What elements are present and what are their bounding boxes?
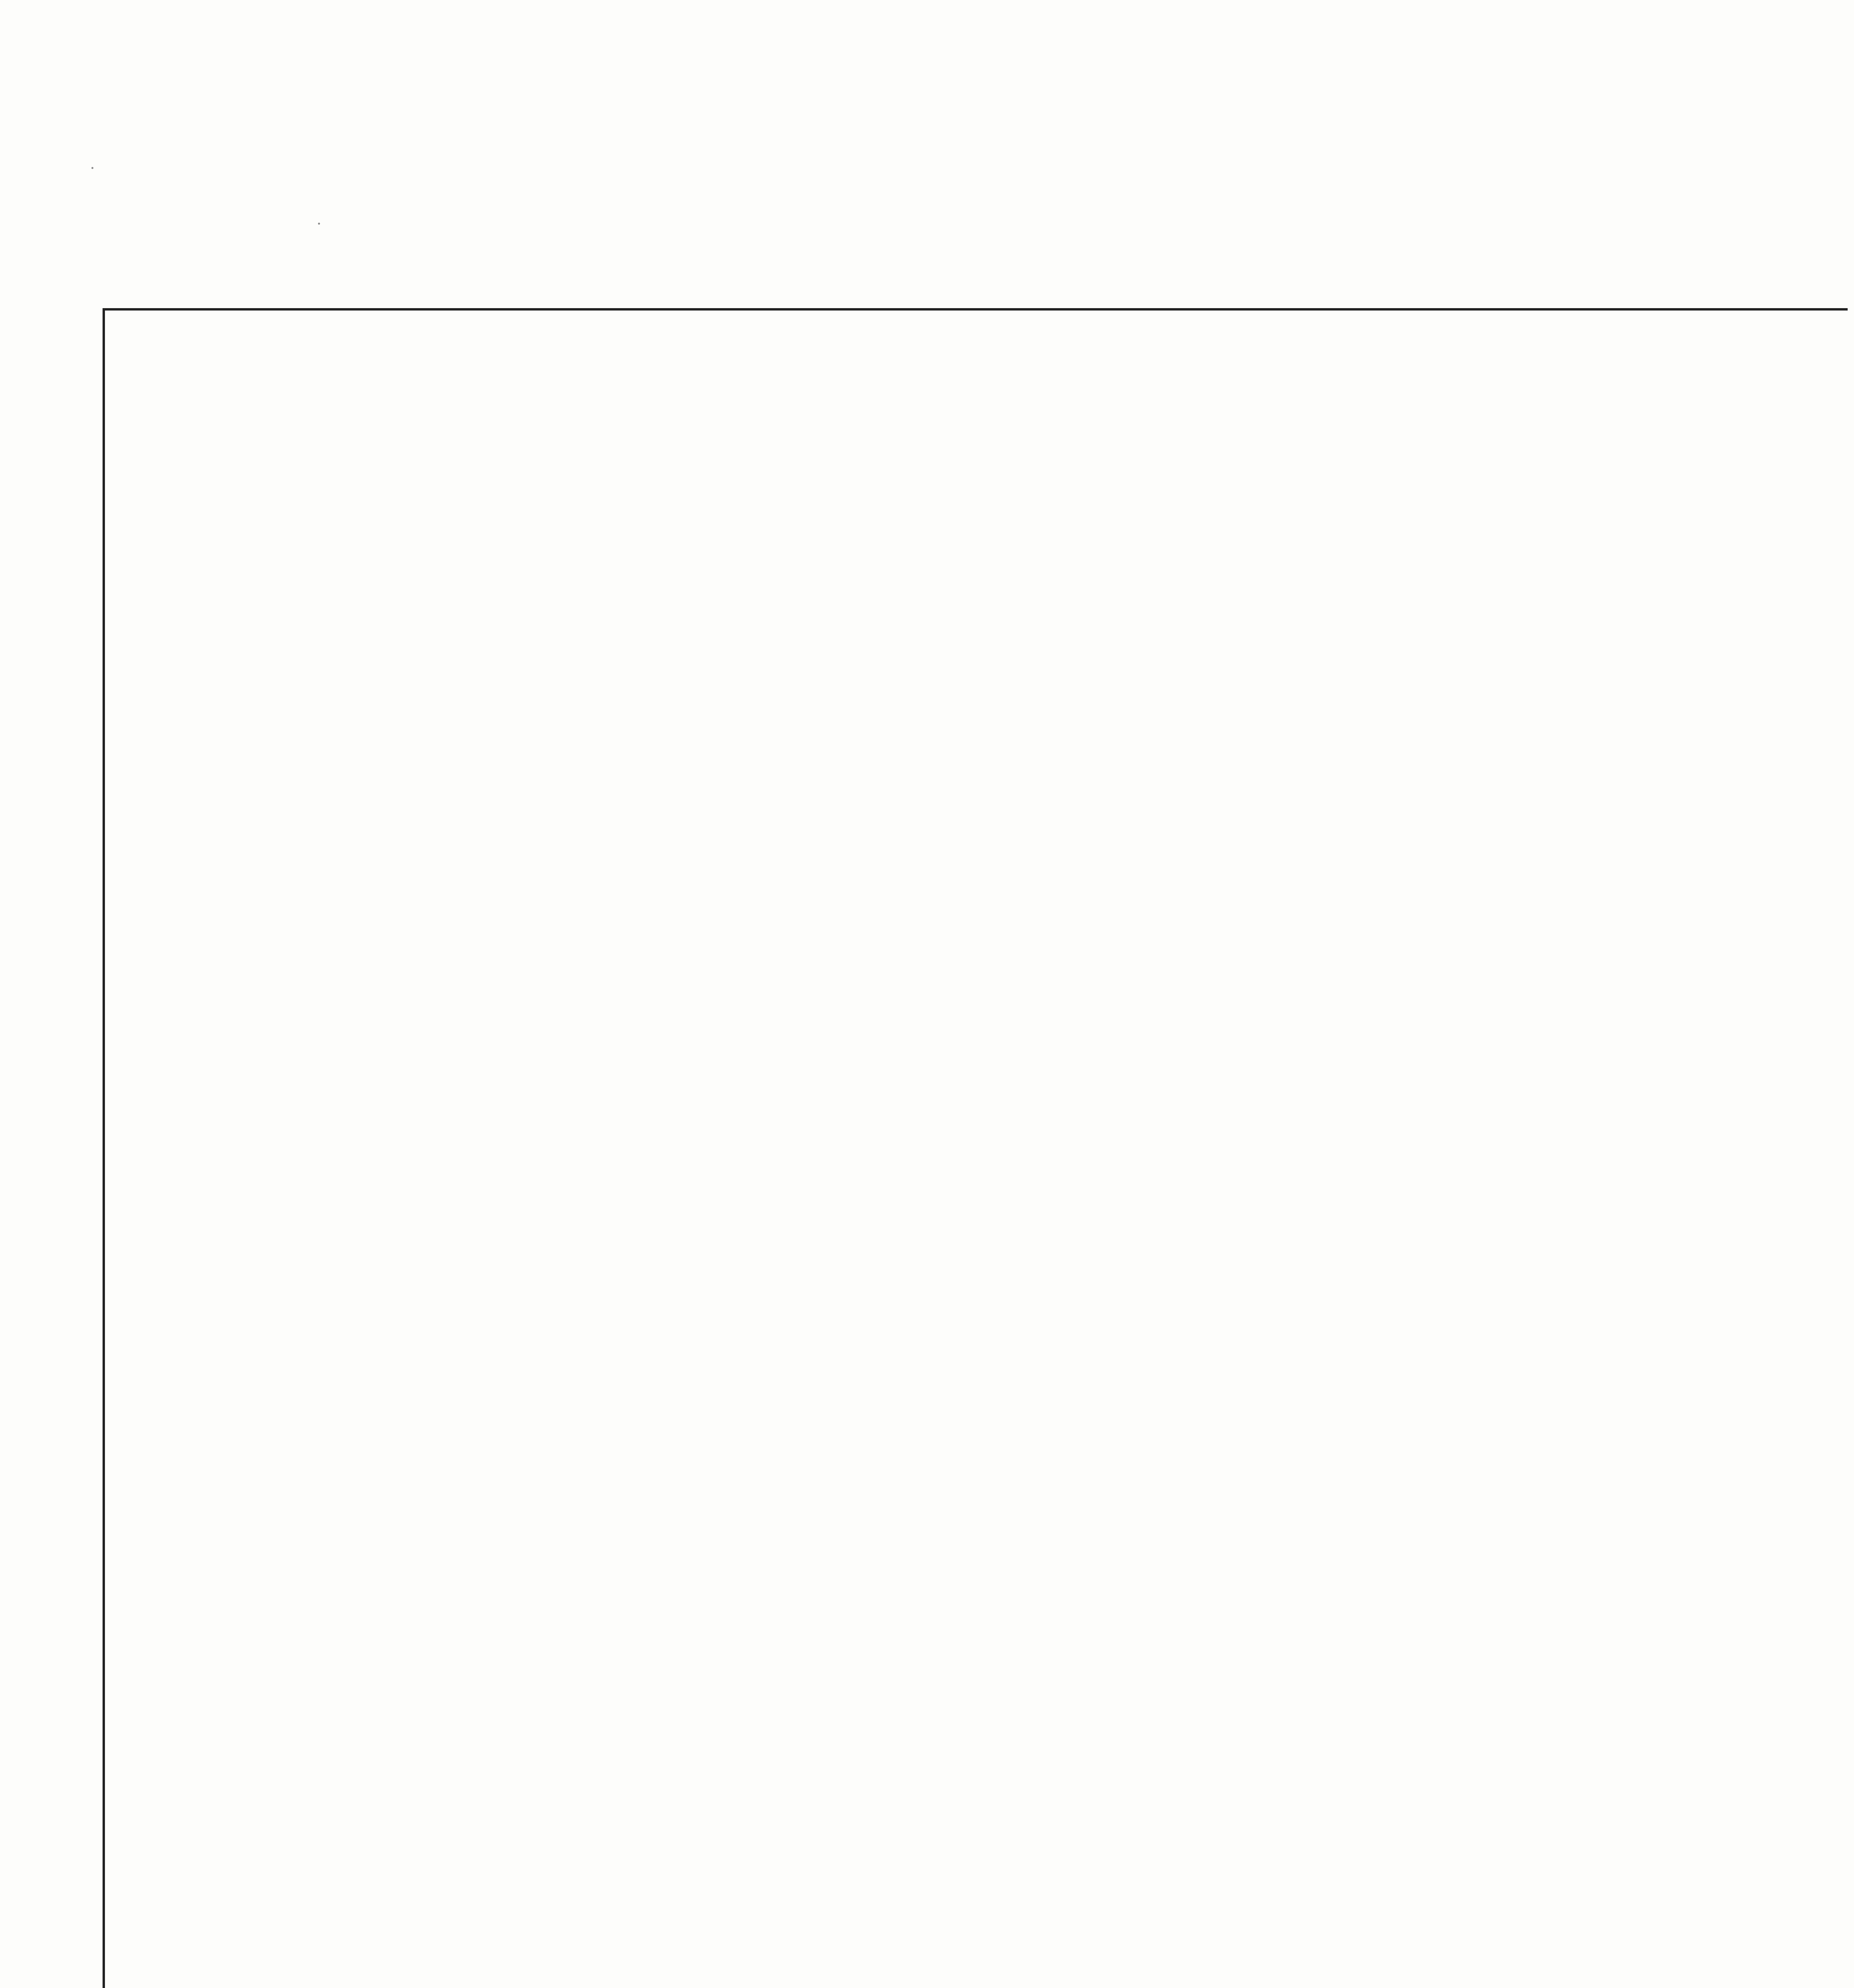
speck [318, 223, 320, 225]
table-frame [103, 308, 1848, 1988]
speck [91, 167, 93, 169]
